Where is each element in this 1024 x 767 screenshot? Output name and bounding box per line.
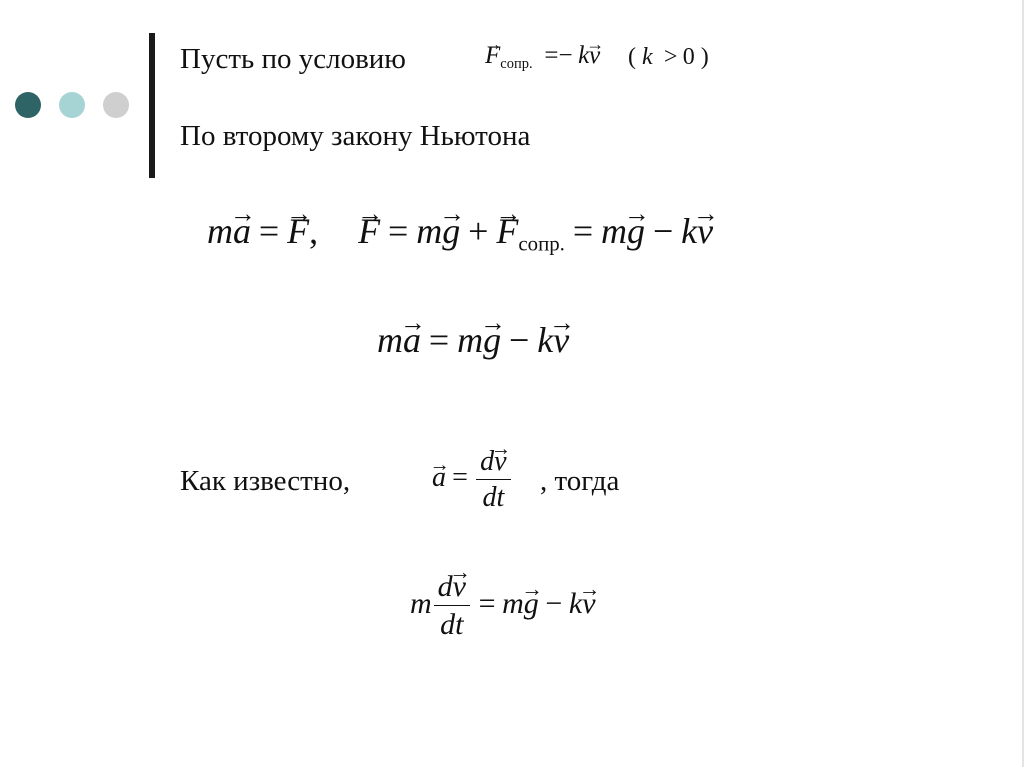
op-eq: =−: [544, 42, 573, 69]
sym-d: d: [480, 446, 495, 477]
sym-d: d: [482, 482, 497, 513]
text-then: , тогда: [540, 465, 620, 497]
vec-a: → a: [233, 213, 251, 249]
sym-m: m: [416, 211, 443, 251]
text-as-known: Как известно,: [180, 465, 351, 497]
sym-m: m: [601, 211, 628, 251]
vec-g: → g: [524, 589, 539, 619]
sym-d: d: [437, 570, 453, 603]
sym-t: t: [455, 608, 464, 641]
vec-g: → g: [442, 213, 460, 249]
decor-dot-light-teal: [59, 92, 85, 118]
sym-m: m: [207, 211, 233, 251]
paren-right: ): [700, 44, 709, 70]
paren-left: (: [628, 44, 636, 70]
text-newton-law: По второму закону Ньютона: [180, 120, 531, 152]
fraction-denominator: [476, 480, 510, 512]
sym-comma: ,: [309, 211, 319, 251]
subscript-resist: сопр.: [518, 231, 565, 256]
sym-k: k: [537, 320, 554, 360]
text-condition: Пусть по условию: [180, 43, 406, 75]
sym-m: m: [502, 586, 524, 620]
op-eq: =: [258, 211, 280, 251]
sym-t: t: [496, 482, 505, 513]
op-gt: >: [663, 44, 678, 70]
formula-motion-equation: [377, 322, 569, 358]
op-minus: −: [545, 586, 563, 620]
fraction-denominator: [434, 606, 470, 640]
vec-F: → F: [287, 213, 309, 249]
sym-k: k: [681, 211, 698, 251]
decor-vertical-bar: [149, 33, 155, 178]
op-eq: =: [452, 462, 468, 494]
vec-v: → v: [453, 572, 466, 602]
vec-v: → v: [582, 589, 595, 619]
fraction-dv-dt: [434, 572, 470, 640]
op-minus: −: [509, 320, 530, 360]
vec-a: → a: [403, 322, 421, 358]
vec-v: → v: [553, 322, 569, 358]
sym-zero: 0: [682, 44, 695, 70]
vec-F: → F: [485, 43, 500, 68]
vec-g: → g: [483, 322, 501, 358]
op-eq: =: [388, 211, 409, 251]
vec-g: → g: [627, 213, 645, 249]
fraction-numerator: [434, 572, 470, 606]
formula-condition-k: [628, 45, 709, 69]
vec-v: → v: [697, 213, 713, 249]
sym-k: k: [568, 586, 583, 620]
op-eq: =: [572, 211, 594, 251]
formula-newton-second-law: [207, 213, 713, 254]
subscript-resist: сопр.: [500, 56, 533, 73]
formula-differential-equation: [410, 572, 596, 640]
vec-v: → v: [589, 43, 600, 68]
vec-a: → a: [432, 464, 446, 492]
formula-acceleration-derivative: [432, 448, 513, 512]
vec-F: → F: [358, 213, 380, 249]
sym-m: m: [377, 320, 403, 360]
decor-dot-gray: [103, 92, 129, 118]
op-eq: =: [478, 586, 496, 620]
op-eq: =: [428, 320, 450, 360]
formula-resistance-force: [485, 43, 600, 72]
op-plus: +: [468, 211, 489, 251]
vec-v: → v: [494, 448, 506, 476]
sym-k: k: [578, 42, 590, 69]
sym-d: d: [440, 608, 456, 641]
decor-dot-dark: [15, 92, 41, 118]
sym-m: m: [457, 320, 484, 360]
vec-F: → F: [496, 213, 518, 249]
sym-k: k: [642, 44, 653, 70]
op-minus: −: [652, 211, 674, 251]
fraction-dv-dt: [476, 448, 510, 512]
fraction-numerator: [476, 448, 510, 480]
sym-m: m: [410, 586, 432, 620]
